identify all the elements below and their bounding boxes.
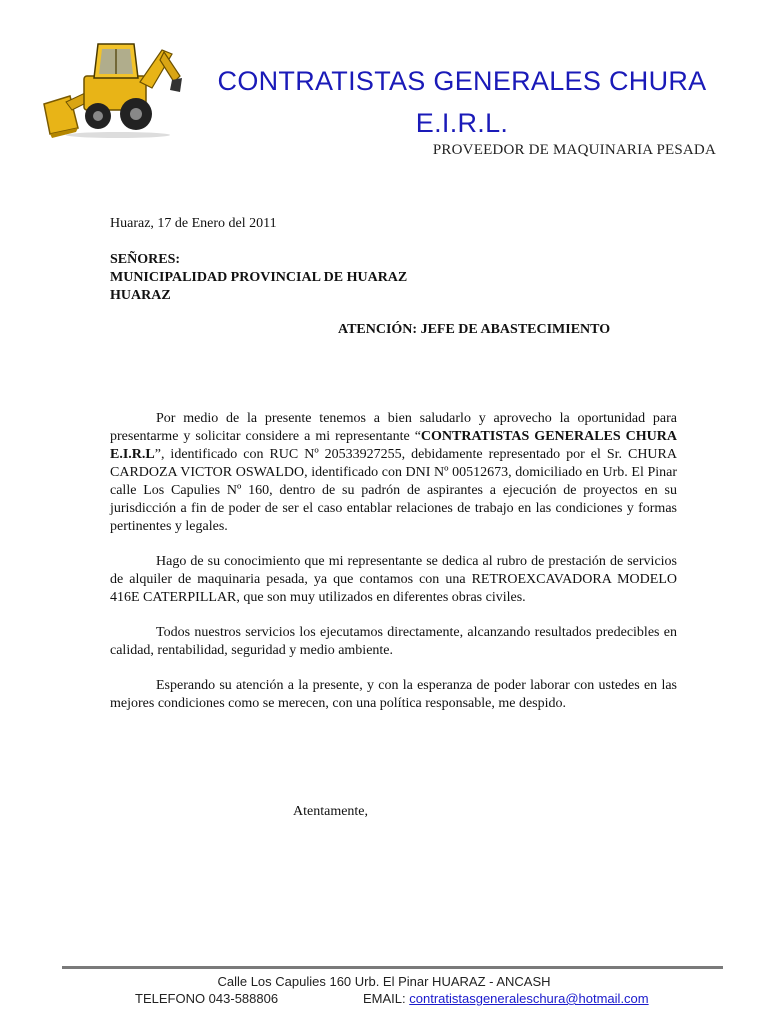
paragraph-4: Esperando su atención a la presente, y con la esperanza de poder laborar con ustedes en las mejores condiciones como se merecen, con una política responsable, me despido.: [110, 678, 677, 711]
paragraph-2: Hago de su conocimiento que mi representante se dedica al rubro de prestación de servicios de alquiler de maquinaria pesada, ya que contamos con una RETROEXCAVADORA MODELO 416E CATERPILLAR, que son muy utilizados en diferentes obras civiles.: [110, 554, 677, 605]
recipient-city: HUARAZ: [110, 288, 171, 303]
recipient-organization: MUNICIPALIDAD PROVINCIAL DE HUARAZ: [110, 270, 408, 285]
company-name: [196, 60, 728, 144]
letter-body: [110, 410, 677, 730]
footer-email-link[interactable]: contratistasgeneraleschura@hotmail.com: [409, 991, 649, 1006]
recipient-salutation: SEÑORES:: [110, 252, 181, 267]
company-name-line1: CONTRATISTAS GENERALES CHURA: [217, 66, 707, 96]
footer-divider: [62, 966, 723, 969]
paragraph-3: Todos nuestros servicios los ejecutamos directamente, alcanzando resultados predecibles en calidad, rentabilidad, seguridad y medio ambiente.: [110, 625, 677, 658]
company-name-line2: E.I.R.L.: [415, 108, 509, 138]
footer-phone: TELEFONO 043-588806: [135, 991, 279, 1006]
company-name-bold: CONTRATISTAS GENERALES CHURA E.I.R.L: [110, 429, 677, 462]
footer-email-label: EMAIL:: [363, 991, 410, 1006]
recipient-block: [110, 251, 407, 305]
letter-date: Huaraz, 17 de Enero del 2011: [110, 216, 277, 231]
footer-address: Calle Los Capulies 160 Urb. El Pinar HUARAZ - ANCASH: [217, 974, 551, 989]
footer-contact: [135, 991, 655, 1006]
paragraph-1: Por medio de la presente tenemos a bien saludarlo y aprovecho la oportunidad para presentarme y solicitar considere a mi representante “CONTRATISTAS GENERALES CHURA E.I.R.L”, identificado con RUC Nº 20533927255, debidamente representado por el Sr. CHURA CARDOZA VICTOR OSWALDO, identificado con DNI Nº 00512673, domiciliado en Urb. El Pinar calle Los Capulies Nº 160, dentro de su padrón de aspirantes a ejecución de proyectos en su jurisdicción a fin de poder de ser el caso entablar relaciones de trabajo en las condiciones y formas pertinentes y legales.: [110, 411, 677, 534]
company-tagline: PROVEEDOR DE MAQUINARIA PESADA: [432, 142, 716, 158]
closing: Atentamente,: [293, 804, 369, 819]
backhoe-loader-icon: [40, 36, 185, 140]
attention-line: ATENCIÓN: JEFE DE ABASTECIMIENTO: [338, 322, 611, 337]
